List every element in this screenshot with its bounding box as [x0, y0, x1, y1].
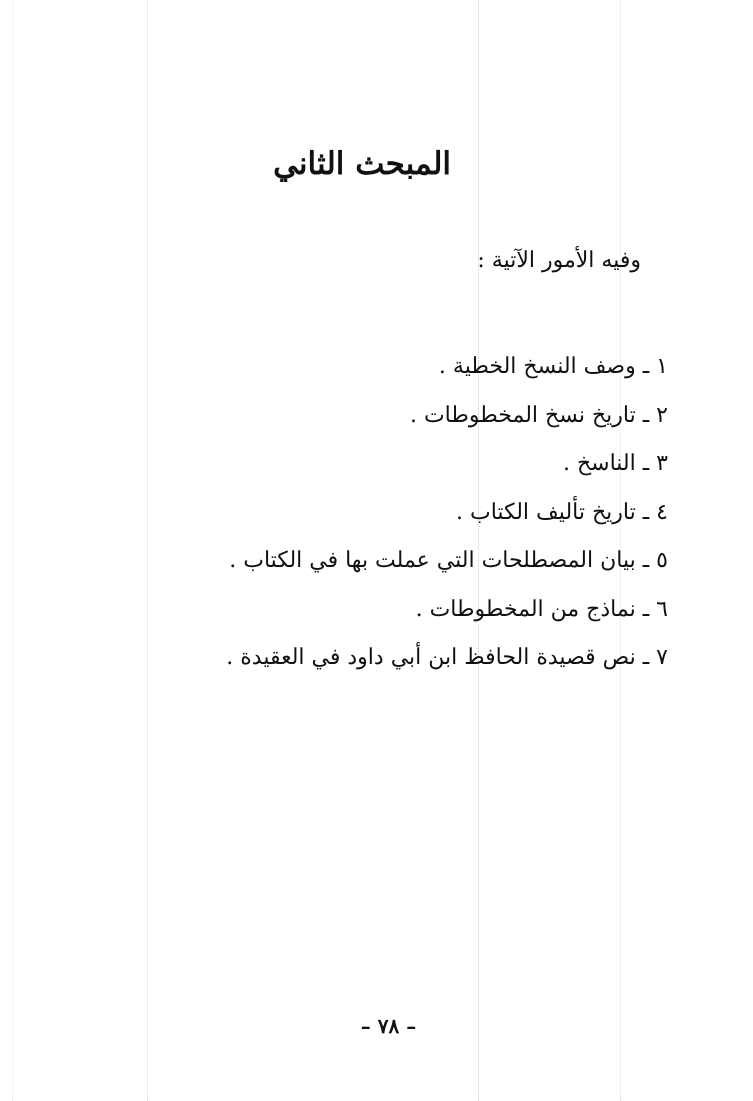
- list-item: ٤ ـ تاريخ تأليف الكتاب .: [456, 499, 668, 525]
- list-item: ٣ ـ الناسخ .: [562, 451, 668, 476]
- list-item: ٧ ـ نص قصيدة الحافظ ابن أبي داود في العقيدة .: [226, 645, 668, 670]
- list-item: ١ ـ وصف النسخ الخطية .: [438, 354, 668, 379]
- list-item: ٦ ـ نماذج من المخطوطات .: [415, 596, 668, 622]
- topics-list: [226, 343, 668, 683]
- intro-line: وفيه الأمور الآتية :: [477, 248, 641, 273]
- list-item: ٢ ـ تاريخ نسخ المخطوطات .: [409, 402, 668, 428]
- section-heading: المبحث الثاني: [273, 146, 451, 182]
- list-item: ٥ ـ بيان المصطلحات التي عملت بها في الكتاب .: [229, 548, 668, 573]
- scan-artifact-line: [147, 0, 148, 1101]
- page-number: – ٧٨ –: [360, 1014, 417, 1038]
- scan-artifact-line: [12, 0, 13, 1101]
